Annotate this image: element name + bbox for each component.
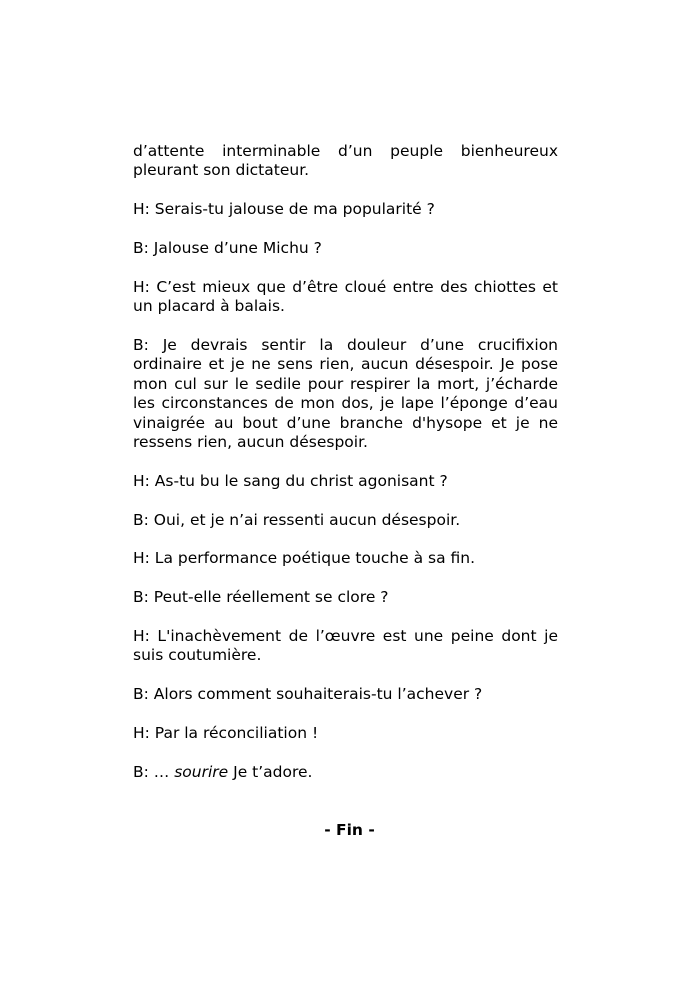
last-line-suffix: Je t’adore. bbox=[228, 762, 313, 781]
paragraph-10: H: L'inachèvement de l’œuvre est une peine dont je suis coutumière. bbox=[133, 627, 558, 665]
paragraph-8: H: La performance poétique touche à sa fin. bbox=[133, 549, 476, 568]
paragraph-13 bbox=[133, 763, 558, 782]
paragraph-12: H: Par la réconciliation ! bbox=[133, 724, 319, 743]
paragraph-7: B: Oui, et je n’ai ressenti aucun désespoir. bbox=[133, 510, 461, 529]
paragraph-9: B: Peut-elle réellement se clore ? bbox=[133, 588, 389, 607]
paragraph-6: H: As-tu bu le sang du christ agonisant ? bbox=[133, 471, 448, 490]
paragraph-1: d’attente interminable d’un peuple bienheureux pleurant son dictateur. bbox=[133, 142, 558, 180]
last-line-italic: sourire bbox=[174, 762, 229, 781]
paragraph-4: H: C’est mieux que d’être cloué entre des chiottes et un placard à balais. bbox=[133, 277, 558, 316]
paragraph-11: B: Alors comment souhaiterais-tu l’achever ? bbox=[133, 685, 483, 704]
paragraph-2: H: Serais-tu jalouse de ma popularité ? bbox=[133, 200, 435, 219]
paragraph-5: B: Je devrais sentir la douleur d’une crucifixion ordinaire et je ne sens rien, aucun désespoir. Je pose mon cul sur le sedile pour respirer la mort, j’écharde les circonstances de mon dos, je lape l’éponge d’eau vinaigrée au bout d’une branche d'hysope et je ne ressens rien, aucun désespoir. bbox=[133, 336, 558, 452]
dialogue-text bbox=[133, 142, 558, 802]
last-line-prefix: B: … bbox=[133, 762, 175, 781]
paragraph-3: B: Jalouse d’une Michu ? bbox=[133, 239, 322, 257]
end-mark: - Fin - bbox=[324, 821, 375, 839]
